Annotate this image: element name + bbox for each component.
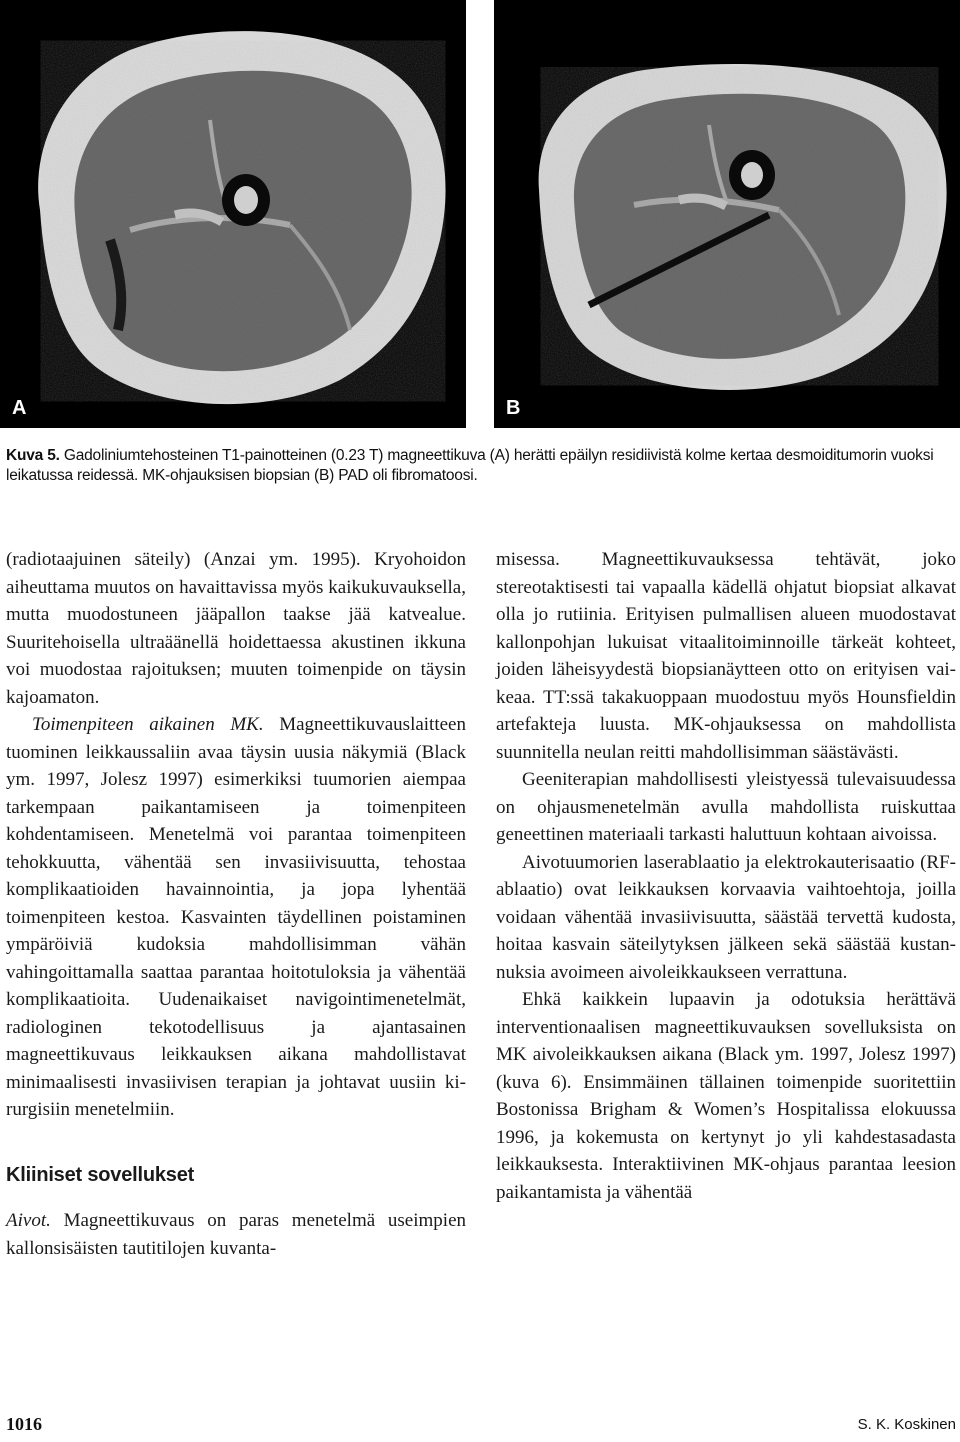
left-paragraph-2 — [6, 711, 466, 1124]
figure-caption — [6, 446, 956, 486]
left-paragraph-3-text: Magneettikuvaus on paras menetelmä useimpien kallonsisäisten tautitilojen kuvanta- — [6, 1210, 466, 1259]
author-name: S. K. Koskinen — [857, 1416, 956, 1433]
subsection-lead-brain: Aivot. — [6, 1210, 51, 1231]
left-paragraph-3 — [6, 1207, 466, 1262]
thigh-mri-illustration-a — [0, 0, 466, 428]
panel-label-a: A — [12, 397, 27, 419]
right-paragraph-4: Ehkä kaikkein lupaavin ja odotuksia herättävä interventionaalisen magneettikuvauksen sovelluksista on MK aivoleikkauksen aikana (Black ym. 1997, Jolesz 1997) (kuva 6). Ensimmäinen tällainen toimenpide suoritettiin Bostonissa Brigham & Women’s Hospitalissa elokuussa 1996, ja kokemusta on kertynyt jo yli kahdestasadasta leikkauksesta. Interaktiivinen MK-ohjaus parantaa leesion paikantamista ja vähentää — [496, 989, 956, 1203]
left-column — [6, 546, 466, 1262]
caption-text: Gadoliniumtehosteinen T1-painotteinen (0.23 T) magneettikuva (A) herätti epäilyn residiivistä kolme kertaa desmoiditumorin vuoksi leikatussa reidessä. MK-ohjauksisen biopsian (B) PAD oli fibromatoosi. — [6, 447, 934, 484]
left-paragraph-2-text: Magneettikuvauslaitteen tuominen leikkaussaliin avaa täysin uusia näkymiä (Black ym. 1997, Jolesz 1997) esimerkiksi tuumorien aiempaa tarkempaan paikantamiseen ja toimenpiteen kohdentamiseen. Menetelmä voi parantaa toimenpiteen tehokkuutta, vähentää sen invasiivisuutta, tehostaa komplikaatioiden havainnointia, ja jopa lyhentää toimenpiteen kestoa. Kasvainten täydellinen poistaminen ympäröiviä kudoksia mahdollisimman vähän vahingoittamalla saattaa parantaa hoitotuloksia ja vähentää komplikaatioita. Uudenaikaiset navigointimenetelmät, radiologinen tekotodellisuus ja ajantasainen magneettikuvaus leikkauksen aikana mahdollistavat minimaalisesti invasiivisen terapian ja johtavat uusiin kirurgisiin menetelmiin. — [6, 714, 466, 1120]
right-paragraph-2: Geeniterapian mahdollisesti yleistyessä tulevaisuudessa on ohjausmenetelmän avulla mahdollista ruiskuttaa geneettinen materiaali tarkasti haluttuun kohtaan aivoissa. — [496, 769, 956, 845]
right-paragraph-3: Aivotuumorien laserablaatio ja elektrokauterisaatio (RF-ablaatio) ovat leikkauksen korvaavia vaihtoehtoja, joilla voidaan vähentää invasiivisuutta, säästää tervettä kudosta, hoitaa kasvain säteilytyksen jälkeen sekä säästää kustannuksia avoimeen aivoleikkaukseen verrattuna. — [496, 851, 956, 983]
caption-label: Kuva 5. — [6, 447, 60, 464]
mri-image-b — [494, 0, 960, 428]
right-column — [496, 546, 956, 1206]
right-paragraph-1: misessa. Magneettikuvauksessa tehtävät, joko stereotaktisesti tai vapaalla kädellä ohjatut biopsiat alkavat olla jo rutiinia. Erityisen pulmallisen alueen muodostavat kallonpohjan lukuisat vitaalitoiminnoille tärkeät kohteet, joiden läheisyydestä biopsianäytteen otto on erityisen vaikeaa. TT:ssä takakuoppaan muodostuu myös Hounsfieldin artefakteja luusta. MK-ohjauksessa on mahdollista suunnitella neulan reitti mahdollisimman säästävästi. — [496, 549, 956, 763]
subsection-lead-mri: Toimenpiteen aikainen MK. — [32, 714, 264, 735]
left-paragraph-1: (radiotaajuinen säteily) (Anzai ym. 1995). Kryohoidon aiheuttama muutos on havaittavissa myös kaikukuvauksella, mutta muodostuneen jääpallon taakse jää katvealue. Suuritehoisella ultraäänellä hoidettaessa akustinen ikkuna voi muodostaa rajoituksen; muuten toimenpide on täysin kajoamaton. — [6, 549, 466, 708]
thigh-mri-illustration-b — [494, 0, 960, 428]
panel-label-b: B — [506, 397, 521, 419]
page-number: 1016 — [6, 1414, 42, 1434]
mri-image-a — [0, 0, 466, 428]
section-heading: Kliiniset sovellukset — [6, 1163, 195, 1186]
